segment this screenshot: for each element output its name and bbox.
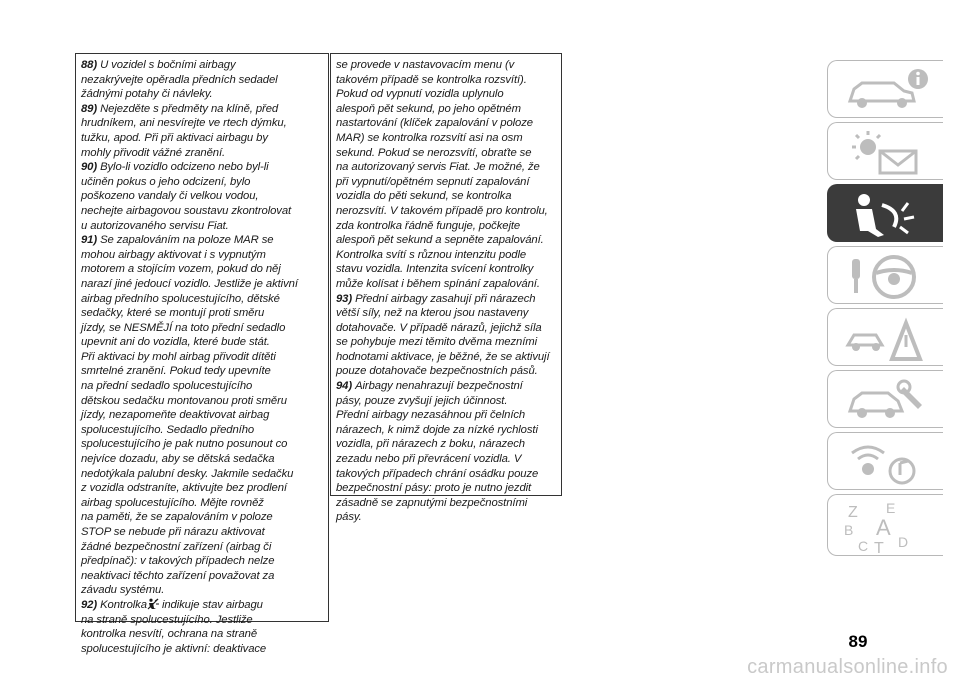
text-line — [81, 510, 328, 525]
text-line — [336, 408, 561, 423]
text-line — [336, 306, 561, 321]
line-text: pásy. — [336, 511, 362, 524]
line-text: zezadu nebo při převrácení vozidla. V — [336, 453, 522, 466]
key-steering-icon — [842, 253, 932, 301]
line-text: motorem a stojícím vozem, pokud do něj — [81, 263, 281, 276]
text-line — [81, 350, 328, 365]
text-line — [336, 277, 561, 292]
index-letters-icon — [842, 501, 932, 555]
text-line — [336, 204, 561, 219]
tab-multimedia[interactable] — [827, 432, 943, 490]
line-text: takových případech chrání osádku pouze — [336, 467, 539, 480]
text-line — [81, 394, 328, 409]
line-text: spolucestujícího je aktivní: deaktivace — [81, 642, 267, 655]
text-line — [81, 467, 328, 482]
warning-lights-icon — [842, 129, 932, 177]
text-line — [81, 408, 328, 423]
line-text: spolucestujícího je pak nutno posunout co — [81, 438, 288, 451]
watermark: carmanualsonline.info — [747, 656, 948, 678]
text-line — [81, 277, 328, 292]
car-info-icon — [842, 67, 932, 115]
tab-key-steering[interactable] — [827, 246, 943, 304]
line-text: alespoň pět sekund a sepněte zapalování. — [336, 234, 544, 247]
text-line — [336, 160, 561, 175]
line-text: závadu systému. — [81, 584, 165, 597]
text-line — [81, 248, 328, 263]
line-text: poškozeno vandaly či velkou vodou, — [81, 190, 259, 203]
line-text: na straně spolucestujícího. Jestliže — [81, 613, 253, 626]
text-line — [336, 262, 561, 277]
index-letter: A — [876, 515, 891, 540]
line-text: Kontrolka — [100, 598, 147, 611]
tab-car-info[interactable] — [827, 60, 943, 118]
text-line — [81, 452, 328, 467]
line-text: při vypnutí/opětném sepnutí zapalování — [336, 175, 530, 188]
text-line — [81, 160, 328, 175]
text-line — [336, 58, 561, 73]
text-line — [81, 262, 328, 277]
text-line — [336, 510, 561, 525]
line-text: Přední airbagy zasahují při nárazech — [355, 292, 536, 305]
tab-warning-lights[interactable] — [827, 122, 943, 180]
text-line — [81, 102, 328, 117]
text-line — [336, 146, 561, 161]
text-line — [336, 175, 561, 190]
text-line — [81, 423, 328, 438]
line-text: tužku, apod. Při při aktivaci airbagu by — [81, 131, 268, 144]
line-text: jízdy, se NESMĚJÍ na toto přední sedadlo — [81, 321, 286, 334]
text-line — [336, 496, 561, 511]
index-letter: T — [874, 540, 884, 555]
text-line — [81, 613, 328, 628]
seat-airbag-icon — [842, 191, 932, 239]
text-line — [336, 87, 561, 102]
text-line — [81, 189, 328, 204]
line-text: se pohybuje mezi těmito dvěma mezními — [336, 336, 537, 349]
index-letter: Z — [848, 504, 858, 521]
line-text: STOP se nebude při nárazu aktivovat — [81, 526, 265, 538]
note-number: 89) — [81, 102, 101, 115]
line-text: z vozidla odstraníte, aktivujte bez prodlení — [81, 482, 287, 495]
line-text: mohly přivodit vážné zranění. — [81, 146, 226, 159]
line-text: žádnými potahy či návleky. — [81, 88, 213, 101]
line-text: sedačky, které se montují proti směru — [81, 307, 265, 320]
line-text: nechejte airbagovou soustavu zkontrolovat — [81, 204, 292, 217]
page-number: 89 — [848, 632, 868, 651]
line-text: Kontrolka svítí s různou intenzitu podle — [336, 248, 527, 261]
text-line — [81, 437, 328, 452]
text-line — [336, 189, 561, 204]
text-line — [336, 321, 561, 336]
text-line — [336, 467, 561, 482]
note-number: 91) — [81, 234, 101, 247]
line-text: alespoň pět sekund, po jeho opětném — [336, 102, 521, 115]
text-line — [336, 116, 561, 131]
line-text: nerozsvítí. V takovém případě pro kontrolu, — [336, 204, 548, 217]
line-text: U vozidel s bočními airbagy — [100, 59, 236, 71]
line-text: nastartování (klíček zapalování v poloze — [336, 117, 533, 130]
text-line — [336, 219, 561, 234]
note-number: 88) — [81, 59, 101, 71]
text-line — [81, 292, 328, 307]
text-line — [336, 452, 561, 467]
text-line — [81, 481, 328, 496]
text-line — [81, 335, 328, 350]
line-text: u autorizovaného servisu Fiat. — [81, 219, 229, 232]
line-text: nedotýkala palubní desky. Jakmile sedačku — [81, 467, 294, 480]
line-text: se provede v nastavovacím menu (v — [336, 59, 515, 71]
line-text: větší síly, než na kterou jsou nastaveny — [336, 307, 529, 320]
line-text: může kolísat i během spínání zapalování. — [336, 277, 540, 290]
line-text: narazí jiné jedoucí vozidlo. Jestliže je aktivní — [81, 277, 298, 290]
left-text-column — [75, 53, 329, 655]
line-text: předpínač): v takových případech nelze — [81, 555, 275, 568]
text-line — [336, 423, 561, 438]
note-number: 92) — [81, 598, 101, 611]
text-line — [336, 394, 561, 409]
text-line — [336, 379, 561, 394]
line-text: Pokud od vypnutí vozidla uplynulo — [336, 88, 504, 101]
text-line — [81, 525, 328, 540]
line-text: stavu vozidla. Intenzita svícení kontrolky — [336, 263, 534, 276]
text-line — [336, 248, 561, 263]
text-line — [336, 102, 561, 117]
text-line — [81, 146, 328, 161]
line-text: takovém případě se kontrolka rozsvítí). — [336, 73, 527, 86]
line-text: neaktivaci těchto zařízení považovat za — [81, 569, 275, 582]
text-line — [81, 540, 328, 555]
airbag-warning-icon — [147, 598, 159, 610]
note-number: 93) — [336, 292, 356, 305]
line-text: mohou airbagy aktivovat i s vypnutým — [81, 248, 266, 261]
line-text: nejvíce dozadu, aby se dětská sedačka — [81, 453, 275, 466]
text-line — [81, 569, 328, 584]
line-text: Přední airbagy nezasáhnou při čelních — [336, 409, 526, 422]
line-text: Airbagy nenahrazují bezpečnostní — [355, 380, 523, 393]
text-line — [81, 598, 328, 613]
line-text: kontrolka nesvítí, ochrana na straně — [81, 628, 257, 641]
line-text: učiněn pokus o jeho odcizení, bylo — [81, 175, 251, 188]
text-line — [81, 204, 328, 219]
text-line — [81, 627, 328, 642]
line-text: airbag spolucestujícího. Mějte rovněž — [81, 496, 264, 509]
text-line — [336, 73, 561, 88]
text-line — [81, 87, 328, 102]
tab-seat-airbag[interactable] — [827, 184, 943, 242]
text-line — [81, 219, 328, 234]
line-text: dotahovače. V případě nárazů, jejichž síla — [336, 321, 542, 334]
text-line — [336, 233, 561, 248]
line-text: nárazech, k nimž dojde za nízké rychlosti — [336, 423, 538, 436]
text-line — [81, 496, 328, 511]
text-line — [81, 583, 328, 598]
right-text-column — [330, 53, 562, 524]
line-text: na přední sedadlo spolucestujícího — [81, 380, 253, 393]
text-line — [336, 292, 561, 307]
text-line — [81, 554, 328, 569]
line-text: MAR) se kontrolka rozsvítí asi na osm — [336, 131, 523, 144]
line-text: bezpečnostní pásy: proto je nutno jezdit — [336, 482, 532, 495]
line-text: spolucestujícího. Sedadlo předního — [81, 423, 255, 436]
line-text: zda kontrolka řádně funguje, počkejte — [336, 219, 521, 232]
text-line — [81, 131, 328, 146]
index-letter: E — [886, 501, 896, 516]
index-letter: B — [844, 522, 854, 538]
text-line — [336, 131, 561, 146]
line-text: Při aktivaci by mohl airbag přivodit dítěti — [81, 350, 276, 363]
note-number: 90) — [81, 161, 101, 174]
line-text: na paměti, že se zapalováním v poloze — [81, 511, 273, 524]
line-text-after: indikuje stav airbagu — [158, 598, 263, 611]
text-line — [81, 379, 328, 394]
index-letter: C — [858, 538, 869, 554]
line-text: žádné bezpečnostní zařízení (airbag či — [81, 540, 272, 553]
text-line — [81, 58, 328, 73]
text-line — [81, 306, 328, 321]
line-text: hodnotami aktivace, je běžné, že se aktivují — [336, 350, 550, 363]
car-service-icon — [842, 377, 932, 425]
line-text: airbag předního spolucestujícího, dětské — [81, 292, 280, 305]
line-text: pásy, pouze zvyšují jejich účinnost. — [336, 394, 508, 407]
text-line — [81, 364, 328, 379]
text-line — [336, 364, 561, 379]
line-text: hrudníkem, ani nesvírejte ve rtech dýmku, — [81, 117, 287, 130]
line-text: Se zapalováním na poloze MAR se — [100, 234, 274, 247]
text-line — [81, 116, 328, 131]
line-text: smrtelné zranění. Pokud tedy upevníte — [81, 365, 271, 378]
text-line — [81, 642, 328, 657]
line-text: pouze dotahovače bezpečnostních pásů. — [336, 365, 538, 378]
line-text: dětskou sedačku montovanou proti směru — [81, 394, 287, 407]
index-letter: D — [898, 534, 909, 550]
text-line — [81, 175, 328, 190]
line-text: sekund. Pokud se nerozsvítí, obraťte se — [336, 146, 532, 159]
line-text: Bylo-li vozidlo odcizeno nebo byl-li — [100, 161, 269, 174]
tab-emergency[interactable] — [827, 308, 943, 366]
tab-index[interactable] — [827, 494, 943, 556]
note-number: 94) — [336, 380, 356, 393]
line-text: Nejezděte s předměty na klíně, před — [100, 102, 279, 115]
text-line — [336, 437, 561, 452]
text-line — [336, 350, 561, 365]
text-line — [336, 335, 561, 350]
text-line — [81, 233, 328, 248]
multimedia-icon — [842, 439, 932, 487]
line-text: na autorizovaný servis Fiat. Je možné, že — [336, 161, 540, 174]
line-text: vozidla do pěti sekund, se kontrolka — [336, 190, 512, 203]
line-text: zásadně se zapnutými bezpečnostními — [336, 496, 528, 509]
line-text: nezakrývejte opěradla předních sedadel — [81, 73, 278, 86]
text-line — [81, 73, 328, 88]
text-line — [336, 481, 561, 496]
line-text: vozidla, při nárazech z boku, nárazech — [336, 438, 525, 451]
line-text: jízdy, nezapomeňte deaktivovat airbag — [81, 409, 270, 422]
emergency-triangle-icon — [842, 315, 932, 363]
line-text: upevnit ani do vozidla, které bude stát. — [81, 336, 270, 349]
text-line — [81, 321, 328, 336]
tab-car-service[interactable] — [827, 370, 943, 428]
